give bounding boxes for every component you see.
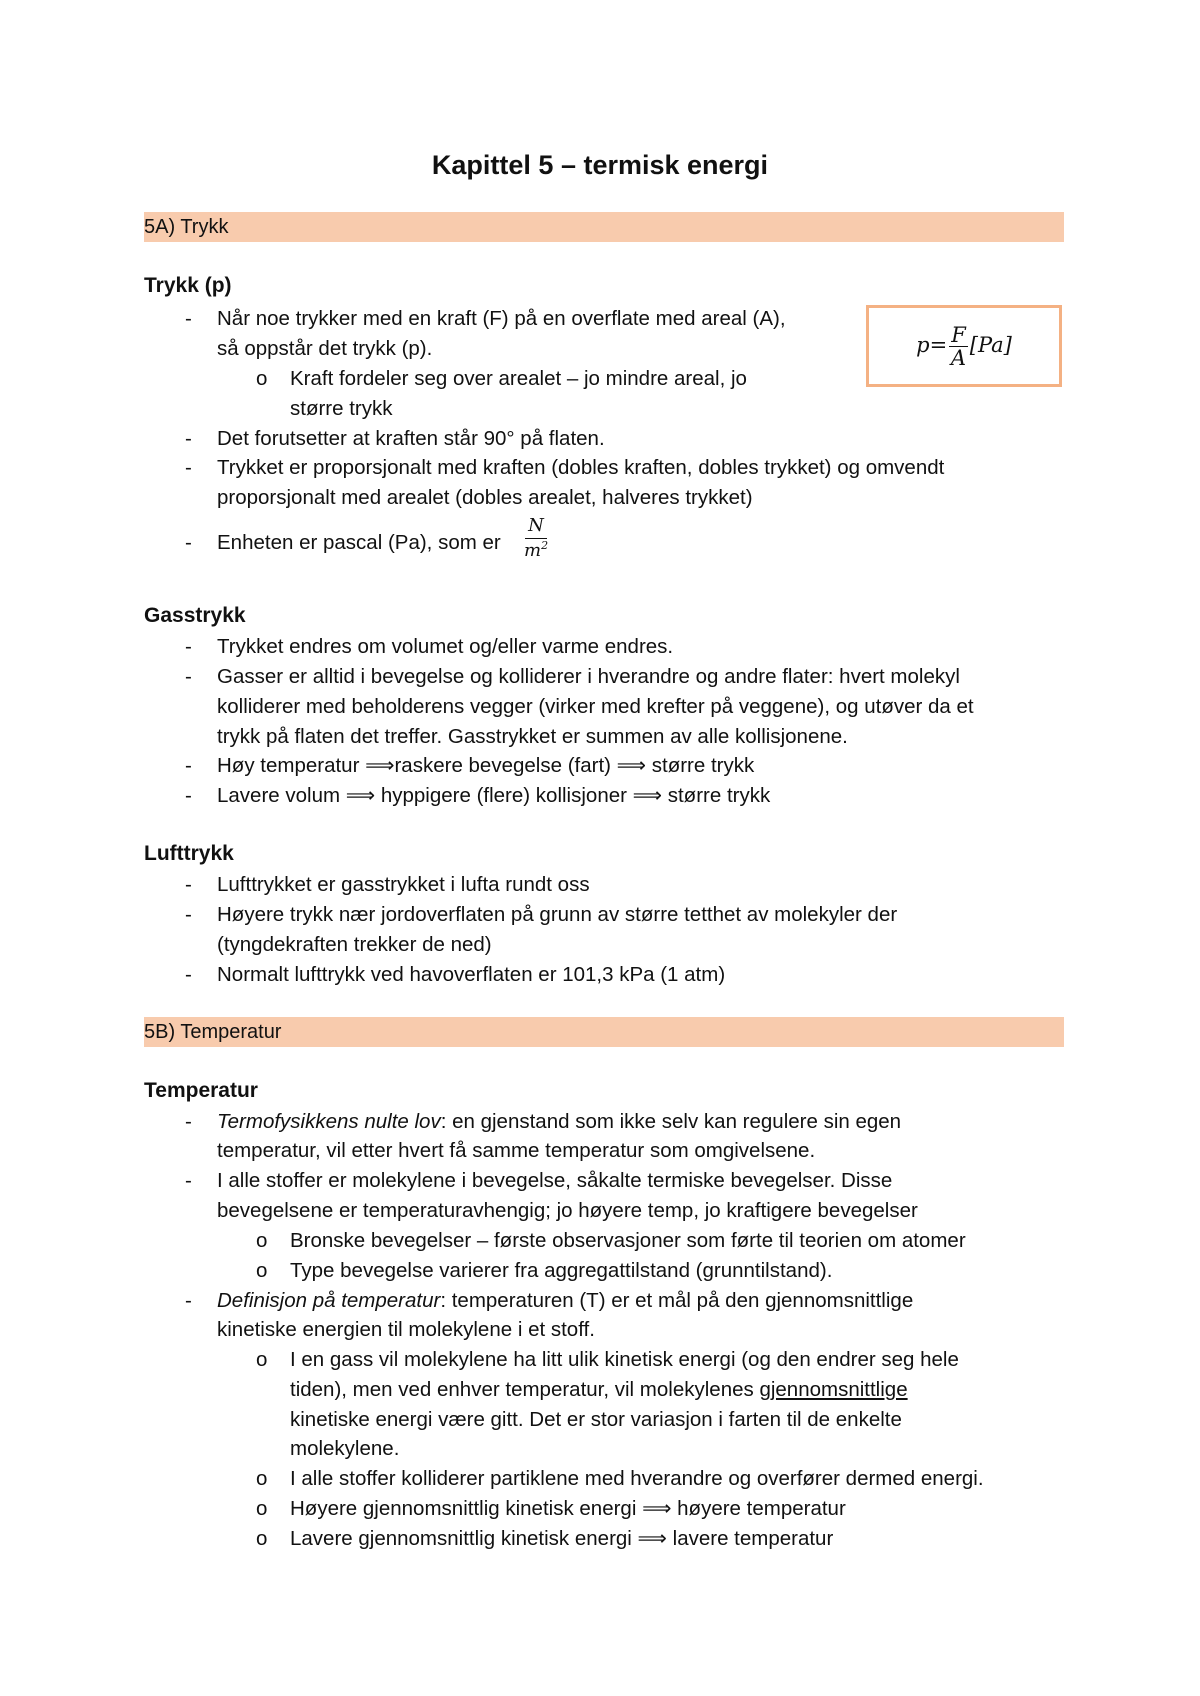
bullet-dash: -	[185, 963, 192, 986]
formula-unit: [Pa]	[969, 333, 1012, 358]
bullet-circle: o	[256, 1348, 268, 1371]
trykk-bullet-1-line-1: Når noe trykker med en kraft (F) på en overflate med areal (A),	[217, 307, 786, 330]
temperatur-sub-3-line-4: molekylene.	[290, 1437, 400, 1460]
temperatur-sub-3-line-2	[290, 1375, 908, 1405]
bullet-dash: -	[185, 665, 192, 688]
heading-trykk: Trykk (p)	[144, 274, 232, 297]
trykk-bullet-2: Det forutsetter at kraften står 90° på flaten.	[217, 427, 605, 450]
term-definisjon: Definisjon på temperatur	[217, 1289, 441, 1312]
section-header-5a: 5A) Trykk	[144, 212, 1064, 242]
bullet-dash: -	[185, 873, 192, 896]
formula-fraction	[949, 324, 968, 369]
temperatur-sub-2: Type bevegelse varierer fra aggregattilstand (grunntilstand).	[290, 1259, 833, 1282]
definisjon-text: : temperaturen (T) er et mål på den gjennomsnittlige	[440, 1289, 914, 1312]
lufttrykk-bullet-3: Normalt lufttrykk ved havoverflaten er 101,3 kPa (1 atm)	[217, 963, 726, 986]
bullet-dash: -	[185, 754, 192, 777]
bullet-circle: o	[256, 1259, 268, 1282]
formula-lhs: p=	[916, 333, 948, 358]
temperatur-sub-5: Høyere gjennomsnittlig kinetisk energi ⟹ høyere temperatur	[290, 1497, 846, 1520]
unit-denominator-base: m	[524, 540, 542, 561]
trykk-sub-1-line-1: Kraft fordeler seg over arealet – jo mindre areal, jo	[290, 367, 747, 390]
bullet-dash: -	[185, 307, 192, 330]
temperatur-sub-1: Bronske bevegelser – første observasjoner som førte til teorien om atomer	[290, 1229, 966, 1252]
lufttrykk-bullet-2-line-2: (tyngdekraften trekker de ned)	[217, 933, 492, 956]
formula-numerator: F	[951, 322, 966, 347]
term-nulte-lov: Termofysikkens nulte lov	[217, 1110, 441, 1133]
gasstrykk-bullet-4: Lavere volum ⟹ hyppigere (flere) kollisjoner ⟹ større trykk	[217, 784, 771, 807]
gasstrykk-bullet-2-line-1: Gasser er alltid i bevegelse og kolliderer i hverandre og andre flater: hvert molekyl	[217, 665, 960, 688]
bullet-dash: -	[185, 784, 192, 807]
bullet-circle: o	[256, 1527, 268, 1550]
bullet-dash: -	[185, 903, 192, 926]
bullet-dash: -	[185, 635, 192, 658]
nulte-lov-text: : en gjenstand som ikke selv kan regulere sin egen	[440, 1110, 902, 1133]
unit-denominator	[524, 539, 548, 563]
bullet-dash: -	[185, 531, 192, 554]
unit-exponent: 2	[541, 539, 549, 552]
bullet-circle: o	[256, 1497, 268, 1520]
bullet-circle: o	[256, 1229, 268, 1252]
heading-lufttrykk: Lufttrykk	[144, 842, 234, 865]
bullet-circle: o	[256, 1467, 268, 1490]
gasstrykk-bullet-2-line-3: trykk på flaten det treffer. Gasstrykket er summen av alle kollisjonene.	[217, 725, 848, 748]
page-title: Kapittel 5 – termisk energi	[431, 150, 769, 180]
temperatur-bullet-3-line-1	[217, 1286, 913, 1316]
temperatur-sub-3-line-1: I en gass vil molekylene ha litt ulik kinetisk energi (og den endrer seg hele	[290, 1348, 959, 1371]
temperatur-sub-6: Lavere gjennomsnittlig kinetisk energi ⟹ lavere temperatur	[290, 1527, 834, 1550]
temperatur-sub-4: I alle stoffer kolliderer partiklene med hverandre og overfører dermed energi.	[290, 1467, 984, 1490]
formula-denominator: A	[950, 345, 967, 370]
trykk-bullet-1-line-2: så oppstår det trykk (p).	[217, 337, 433, 360]
temperatur-bullet-1-line-1	[217, 1107, 901, 1137]
bullet-circle: o	[256, 367, 268, 390]
heading-temperatur: Temperatur	[144, 1079, 258, 1102]
temperatur-sub-3-line-3: kinetiske energi være gitt. Det er stor variasjon i farten til de enkelte	[290, 1408, 902, 1431]
unit-fraction	[524, 514, 548, 563]
temperatur-bullet-3-line-2: kinetiske energien til molekylene i et stoff.	[217, 1318, 595, 1341]
heading-gasstrykk: Gasstrykk	[144, 604, 246, 627]
section-header-5b: 5B) Temperatur	[144, 1017, 1064, 1047]
pressure-formula-box	[866, 305, 1062, 387]
trykk-bullet-3-line-2: proporsjonalt med arealet (dobles arealet, halveres trykket)	[217, 486, 753, 509]
bullet-dash: -	[185, 1110, 192, 1133]
temperatur-bullet-1-line-2: temperatur, vil etter hvert få samme temperatur som omgivelsene.	[217, 1139, 816, 1162]
underlined-word: gjennomsnittlige	[759, 1378, 908, 1401]
bullet-dash: -	[185, 427, 192, 450]
unit-numerator: N	[525, 514, 547, 539]
bullet-dash: -	[185, 1289, 192, 1312]
trykk-bullet-4: Enheten er pascal (Pa), som er	[217, 531, 501, 554]
gasstrykk-bullet-1: Trykket endres om volumet og/eller varme endres.	[217, 635, 674, 658]
temperatur-bullet-2-line-2: bevegelsene er temperaturavhengig; jo høyere temp, jo kraftigere bevegelser	[217, 1199, 918, 1222]
trykk-sub-1-line-2: større trykk	[290, 397, 393, 420]
gasstrykk-bullet-3: Høy temperatur ⟹raskere bevegelse (fart) ⟹ større trykk	[217, 754, 755, 777]
lufttrykk-bullet-1: Lufttrykket er gasstrykket i lufta rundt oss	[217, 873, 590, 896]
sub-3-text: tiden), men ved enhver temperatur, vil molekylenes	[290, 1378, 760, 1401]
gasstrykk-bullet-2-line-2: kolliderer med beholderens vegger (virker med krefter på veggene), og utøver da et	[217, 695, 974, 718]
temperatur-bullet-2-line-1: I alle stoffer er molekylene i bevegelse, såkalte termiske bevegelser. Disse	[217, 1169, 893, 1192]
bullet-dash: -	[185, 456, 192, 479]
bullet-dash: -	[185, 1169, 192, 1192]
lufttrykk-bullet-2-line-1: Høyere trykk nær jordoverflaten på grunn av større tetthet av molekyler der	[217, 903, 898, 926]
trykk-bullet-3-line-1: Trykket er proporsjonalt med kraften (dobles kraften, dobles trykket) og omvendt	[217, 456, 945, 479]
